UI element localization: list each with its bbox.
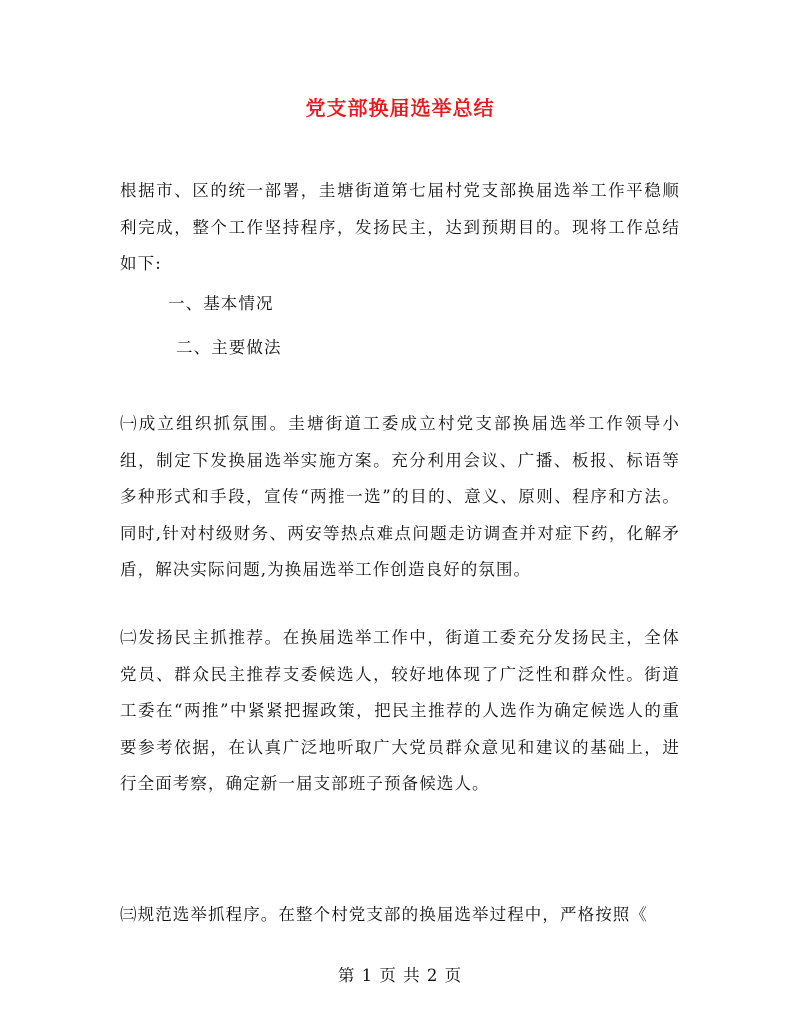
section-heading-basic-situation: 一、基本情况 <box>168 294 274 313</box>
section-heading-main-practices: 二、主要做法 <box>176 338 282 357</box>
document-title: 党支部换届选举总结 <box>305 96 495 120</box>
paragraph-democracy: ㈡发扬民主抓推荐。在换届选举工作中，街道工委充分发扬民主，全体党员、群众民主推荐支委候选人，较好地体现了广泛性和群众性。街道工委在“两推”中紧紧把握政策，把民主推荐的人选作为确定候选人的重要参考依据，在认真广泛地听取广大党员群众意见和建议的基础上，进行全面考察，确定新一届支部班子预备候选人。 <box>120 628 680 793</box>
intro-paragraph: 根据市、区的统一部署，圭塘街道第七届村党支部换届选举工作平稳顺利完成，整个工作坚持程序，发扬民主，达到预期目的。现将工作总结如下: <box>120 181 680 273</box>
paragraph-procedure: ㈢规范选举抓程序。在整个村党支部的换届选举过程中，严格按照《 <box>120 905 648 924</box>
page-footer: 第 1 页 共 2 页 <box>337 966 463 985</box>
paragraph-organization: ㈠成立组织抓氛围。圭塘街道工委成立村党支部换届选举工作领导小组，制定下发换届选举实施方案。充分利用会议、广播、板报、标语等多种形式和手段，宣传“两推一选”的目的、意义、原则、程序和方法。同时,针对村级财务、两安等热点难点问题走访调查并对症下药，化解矛盾，解决实际问题,为换届选举工作创造良好的氛围。 <box>120 414 680 579</box>
